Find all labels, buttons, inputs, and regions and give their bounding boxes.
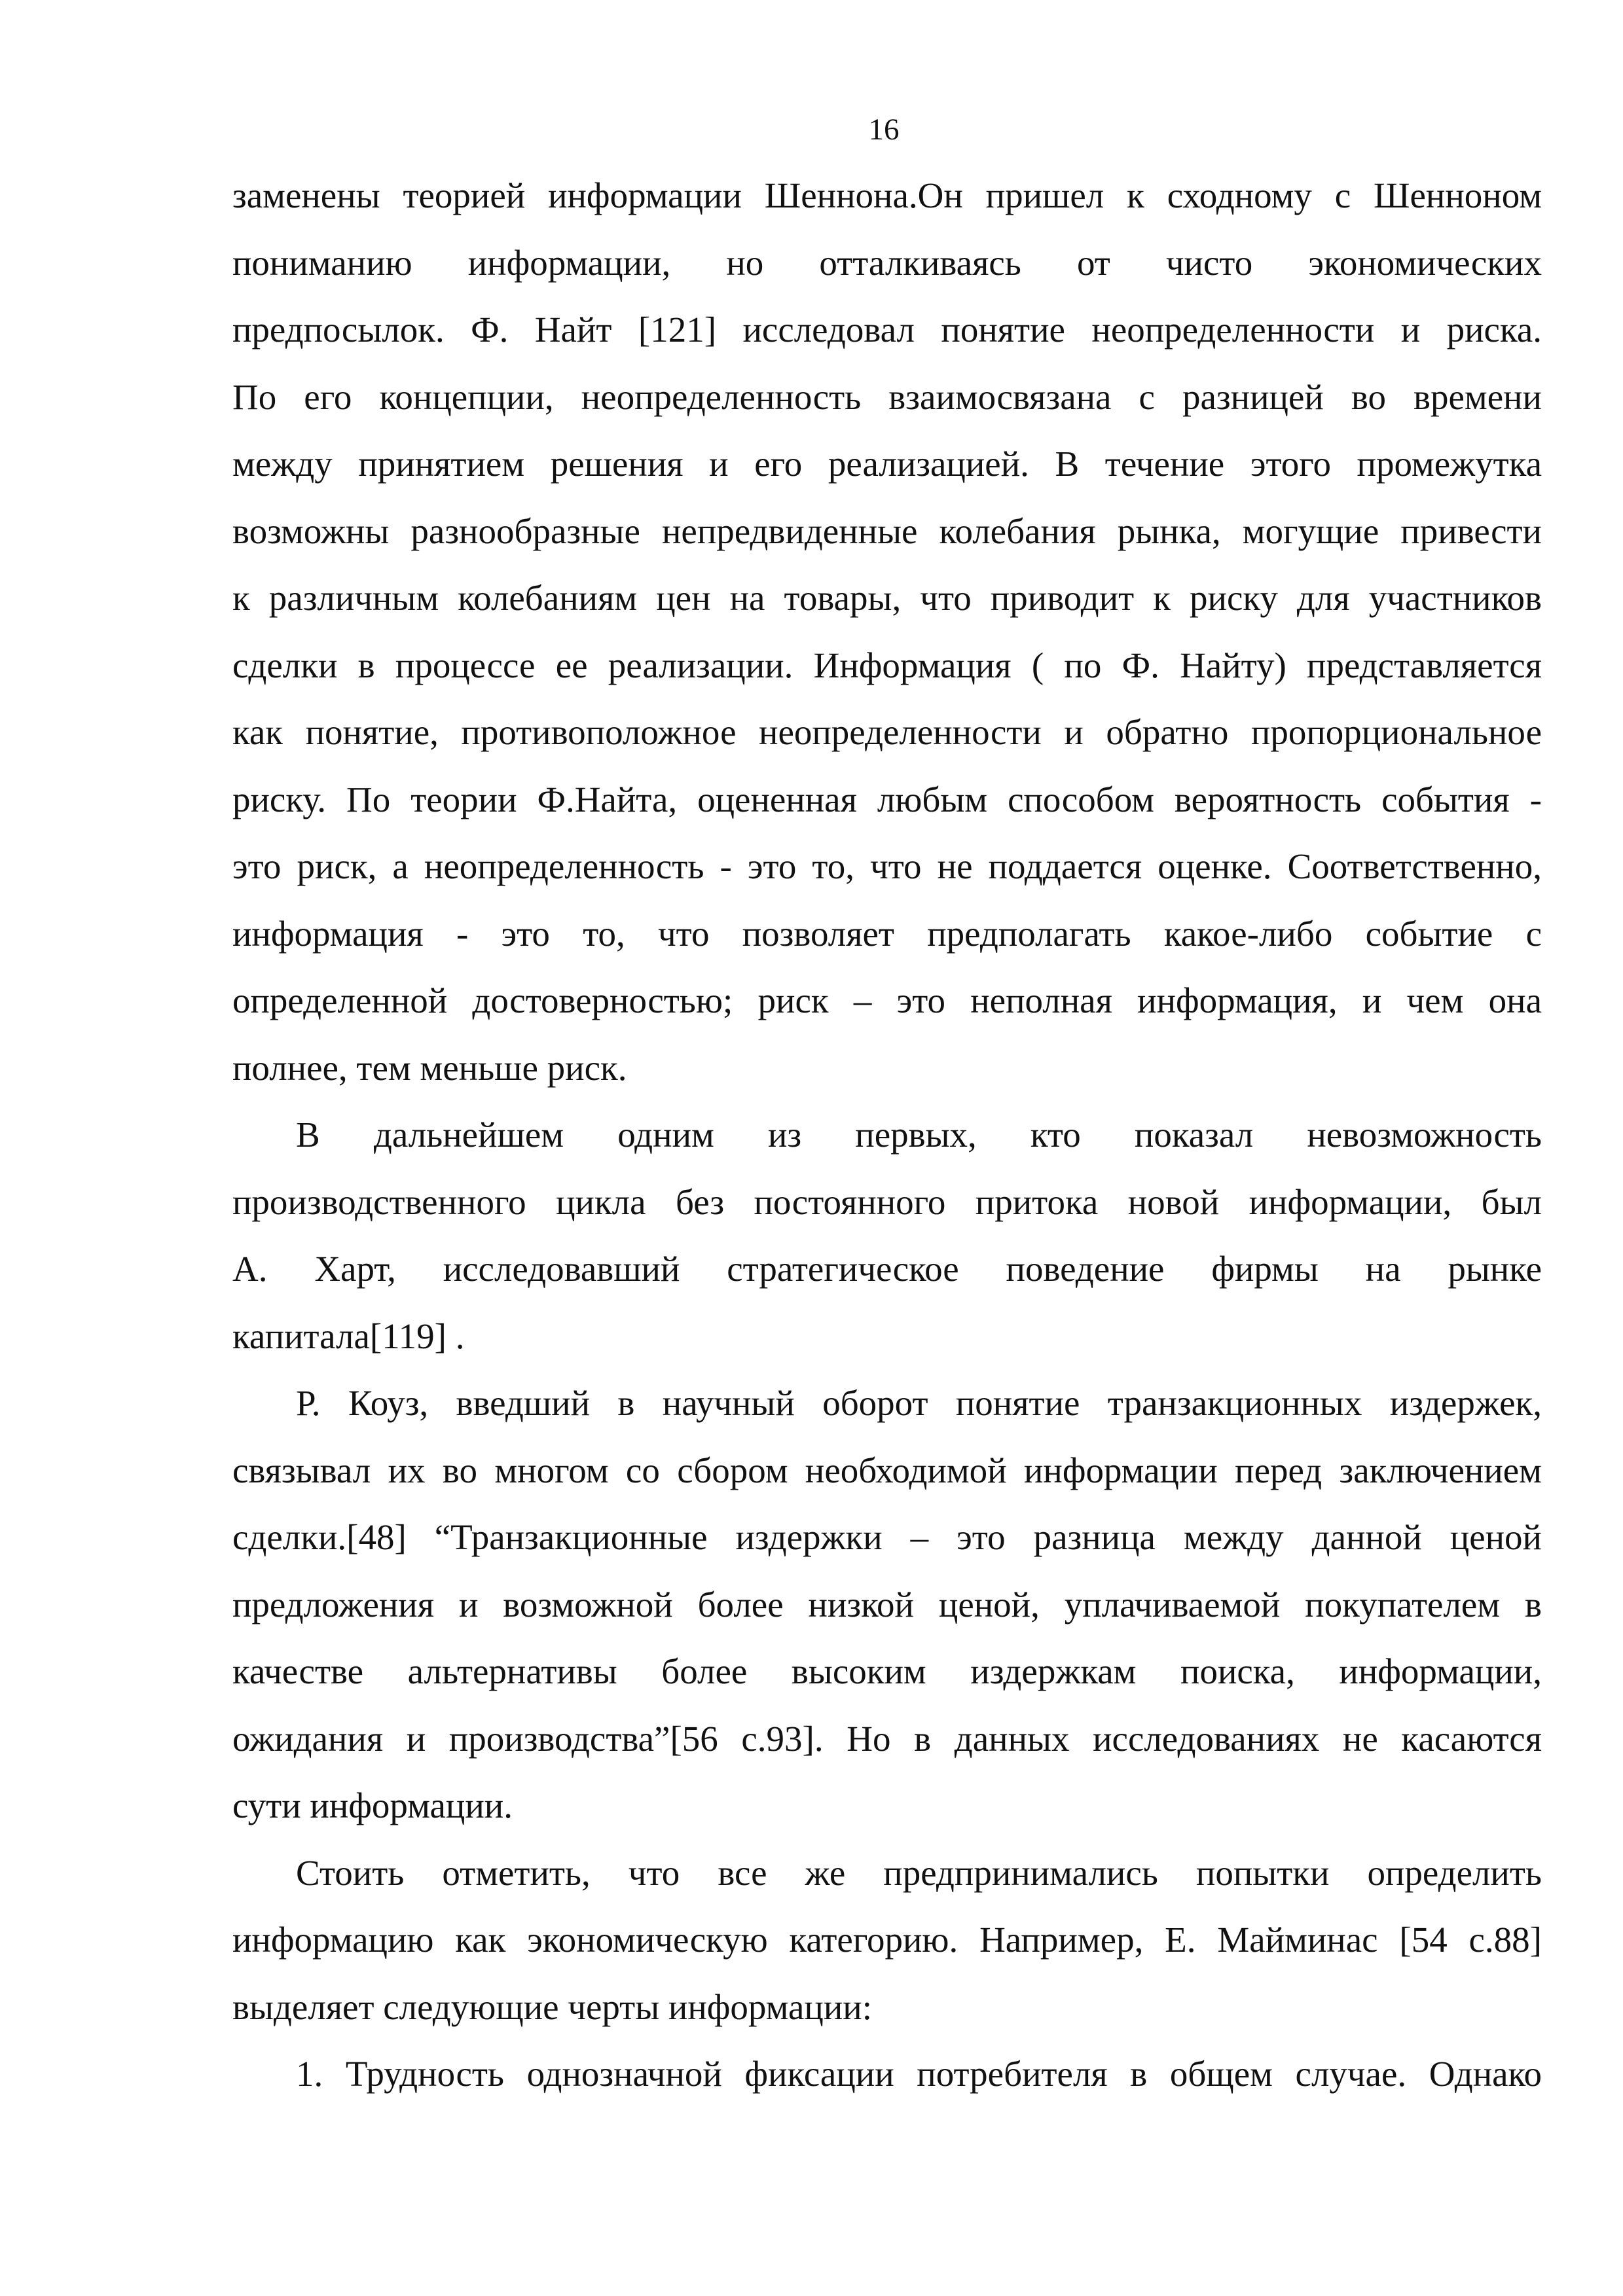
text-line: качестве альтернативы более высоким издержкам поиска, информации, [232,1651,1542,1691]
text-line: риску. По теории Ф.Найта, оцененная любым способом вероятность события - [232,779,1542,819]
text-line: как понятие, противоположное неопределенности и обратно пропорциональное [232,712,1542,752]
body-text [232,162,1542,2108]
text-line: заменены теорией информации Шеннона.Он пришел к сходному с Шенноном [232,175,1542,215]
text-line: это риск, а неопределенность - это то, что не поддается оценке. Соответственно, [232,846,1542,886]
paragraph [232,1102,1542,1370]
page-number: 16 [868,113,900,147]
text-line: к различным колебаниям цен на товары, что приводит к риску для участников [232,578,1542,618]
text-line: сделки в процессе ее реализации. Информация ( по Ф. Найту) представляется [232,645,1542,685]
list-item [232,2041,1542,2108]
text-line: Р. Коуз, введший в научный оборот понятие транзакционных издержек, [296,1383,1542,1423]
text-line: возможны разнообразные непредвиденные колебания рынка, могущие привести [232,511,1542,551]
text-line: информация - это то, что позволяет предполагать какое-либо событие с [232,913,1542,954]
paragraph [232,1370,1542,1840]
text-line: между принятием решения и его реализацией. В течение этого промежутка [232,444,1542,484]
text-line: сделки.[48] “Транзакционные издержки – это разница между данной ценой [232,1517,1542,1557]
text-line: пониманию информации, но отталкиваясь от чисто экономических [232,242,1542,283]
text-line: выделяет следующие черты информации: [232,1986,873,2027]
text-line: В дальнейшем одним из первых, кто показал невозможность [296,1115,1542,1155]
text-line: производственного цикла без постоянного притока новой информации, был [232,1181,1542,1222]
paragraph [232,1840,1542,2041]
text-line: ожидания и производства”[56 с.93]. Но в данных исследованиях не касаются [232,1718,1542,1759]
paragraph [232,162,1542,1102]
text-line: предложения и возможной более низкой ценой, уплачиваемой покупателем в [232,1584,1542,1624]
text-line: капитала[119] . [232,1316,465,1356]
text-line: предпосылок. Ф. Найт [121] исследовал понятие неопределенности и риска. [232,310,1542,350]
text-line: По его концепции, неопределенность взаимосвязана с разницей во времени [232,376,1542,417]
text-line: Стоить отметить, что все же предпринимались попытки определить [296,1852,1542,1893]
text-line: А. Харт, исследовавший стратегическое поведение фирмы на рынке [232,1249,1542,1289]
text-line: определенной достоверностью; риск – это неполная информация, и чем она [232,980,1542,1020]
text-line: сути информации. [232,1785,513,1825]
text-line: 1. Трудность однозначной фиксации потребителя в общем случае. Однако [296,2054,1542,2094]
text-line: информацию как экономическую категорию. Например, Е. Майминас [54 с.88] [232,1920,1542,1960]
text-line: связывал их во многом со сбором необходимой информации перед заключением [232,1450,1542,1490]
text-line: полнее, тем меньше риск. [232,1047,627,1088]
